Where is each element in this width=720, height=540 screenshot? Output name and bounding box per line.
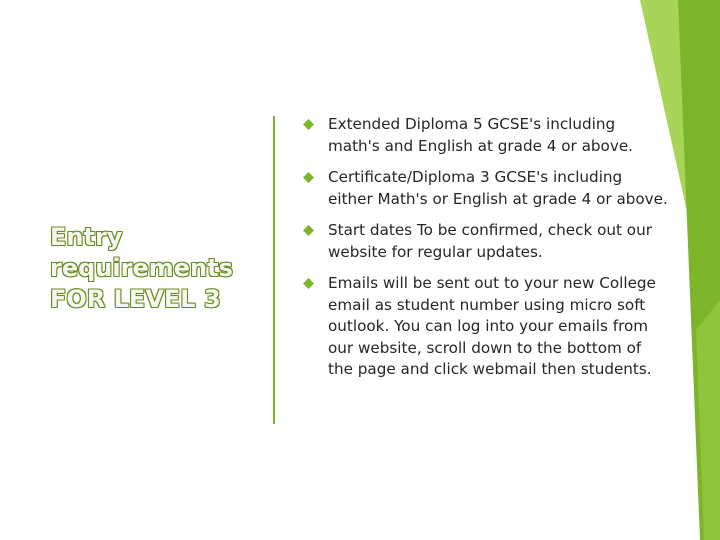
bullet-text: Emails will be sent out to your new College email as student number using micro soft outlook. You can log into your emails from our website, scroll down to the bottom of the page and click webmail then students. (328, 274, 656, 378)
list-item (300, 273, 670, 381)
diamond-bullet-icon (303, 172, 314, 183)
vertical-divider (273, 116, 275, 424)
title-line-1: Entry (50, 223, 123, 251)
list-item (300, 114, 670, 157)
title-line-3: FOR LEVEL 3 (50, 285, 221, 313)
bullet-text: Certificate/Diploma 3 GCSE's including either Math's or English at grade 4 or above. (328, 168, 668, 208)
diamond-bullet-icon (303, 225, 314, 236)
list-item (300, 220, 670, 263)
bullet-list (300, 114, 670, 391)
title-line-2: requirements (50, 254, 233, 282)
diamond-bullet-icon (303, 278, 314, 289)
bullet-text: Extended Diploma 5 GCSE's including math's and English at grade 4 or above. (328, 115, 634, 155)
diamond-bullet-icon (303, 119, 314, 130)
slide-title (50, 222, 260, 315)
list-item (300, 167, 670, 210)
bullet-text: Start dates To be confirmed, check out our website for regular updates. (328, 221, 652, 261)
